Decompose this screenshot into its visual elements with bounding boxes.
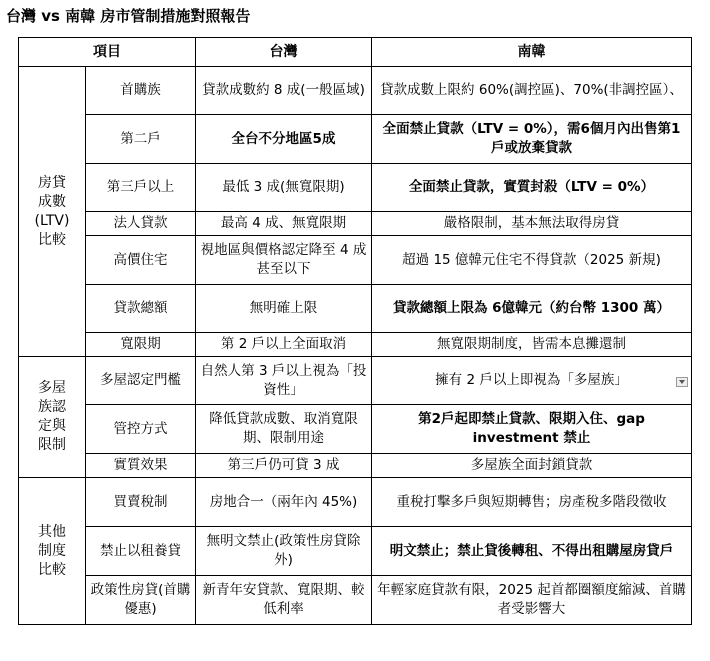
- item-cell: 管控方式: [86, 405, 196, 454]
- table-row: [19, 527, 692, 576]
- item-cell: 禁止以租養貸: [86, 527, 196, 576]
- header-korea: 南韓: [372, 38, 692, 67]
- item-cell: 高價住宅: [86, 236, 196, 285]
- category-cell: 房貸 成數 (LTV) 比較: [19, 67, 86, 357]
- taiwan-cell: 第三戶仍可貸 3 成: [196, 454, 372, 478]
- taiwan-cell: 貸款成數約 8 成(一般區域): [196, 67, 372, 115]
- table-row: [19, 454, 692, 478]
- taiwan-cell: 全台不分地區5成: [196, 115, 372, 164]
- table-row: [19, 478, 692, 527]
- item-cell: 首購族: [86, 67, 196, 115]
- table-row: [19, 67, 692, 115]
- table-row: [19, 357, 692, 405]
- item-cell: 第三戶以上: [86, 164, 196, 212]
- category-cell: 其他 制度 比較: [19, 478, 86, 625]
- table-row: [19, 212, 692, 236]
- item-cell: 寬限期: [86, 333, 196, 357]
- korea-cell: 重稅打擊多戶與短期轉售；房產稅多階段徵收: [372, 478, 692, 527]
- item-cell: 第二戶: [86, 115, 196, 164]
- table-row: [19, 285, 692, 333]
- korea-cell: 全面禁止貸款（LTV = 0%），需6個月內出售第1戶或放棄貸款: [372, 115, 692, 164]
- taiwan-cell: 最高 4 成、無寬限期: [196, 212, 372, 236]
- item-cell: 貸款總額: [86, 285, 196, 333]
- taiwan-cell: 新青年安貸款、寬限期、較低利率: [196, 576, 372, 625]
- header-row: [19, 38, 692, 67]
- korea-cell: 貸款成數上限約 60%(調控區)、70%(非調控區）、: [372, 67, 692, 115]
- table-row: [19, 115, 692, 164]
- item-cell: 法人貸款: [86, 212, 196, 236]
- taiwan-cell: 最低 3 成(無寬限期): [196, 164, 372, 212]
- report-title: 台灣 vs 南韓 房市管制措施對照報告: [6, 7, 251, 25]
- korea-cell: 明文禁止；禁止貸後轉租、不得出租購屋房貸戶: [372, 527, 692, 576]
- header-item: 項目: [19, 38, 196, 67]
- comparison-table: [18, 37, 692, 625]
- item-cell: 多屋認定門檻: [86, 357, 196, 405]
- table-row: [19, 576, 692, 625]
- dropdown-arrow-icon[interactable]: [676, 377, 688, 387]
- korea-cell: 超過 15 億韓元住宅不得貸款（2025 新規): [372, 236, 692, 285]
- korea-cell: 第2戶起即禁止貸款、限期入住、gap investment 禁止: [372, 405, 692, 454]
- taiwan-cell: 第 2 戶以上全面取消: [196, 333, 372, 357]
- table-row: [19, 236, 692, 285]
- korea-cell: 擁有 2 戶以上即視為「多屋族」: [372, 357, 692, 405]
- korea-cell: 年輕家庭貸款有限，2025 起首都圈額度縮減、首購者受影響大: [372, 576, 692, 625]
- item-cell: 政策性房貸(首購優惠): [86, 576, 196, 625]
- item-cell: 買賣稅制: [86, 478, 196, 527]
- korea-cell: 多屋族全面封鎖貸款: [372, 454, 692, 478]
- item-cell: 實質效果: [86, 454, 196, 478]
- table-row: [19, 405, 692, 454]
- taiwan-cell: 視地區與價格認定降至 4 成甚至以下: [196, 236, 372, 285]
- taiwan-cell: 自然人第 3 戶以上視為「投資性」: [196, 357, 372, 405]
- table-row: [19, 164, 692, 212]
- korea-cell: 全面禁止貸款，實質封殺（LTV = 0%）: [372, 164, 692, 212]
- table-row: [19, 333, 692, 357]
- korea-cell: 嚴格限制，基本無法取得房貸: [372, 212, 692, 236]
- header-taiwan: 台灣: [196, 38, 372, 67]
- taiwan-cell: 無明文禁止(政策性房貸除外): [196, 527, 372, 576]
- taiwan-cell: 降低貸款成數、取消寬限期、限制用途: [196, 405, 372, 454]
- korea-cell: 無寬限期制度，皆需本息攤還制: [372, 333, 692, 357]
- korea-cell: 貸款總額上限為 6億韓元（約台幣 1300 萬）: [372, 285, 692, 333]
- category-cell: 多屋 族認 定與 限制: [19, 357, 86, 478]
- taiwan-cell: 無明確上限: [196, 285, 372, 333]
- taiwan-cell: 房地合一（兩年內 45%): [196, 478, 372, 527]
